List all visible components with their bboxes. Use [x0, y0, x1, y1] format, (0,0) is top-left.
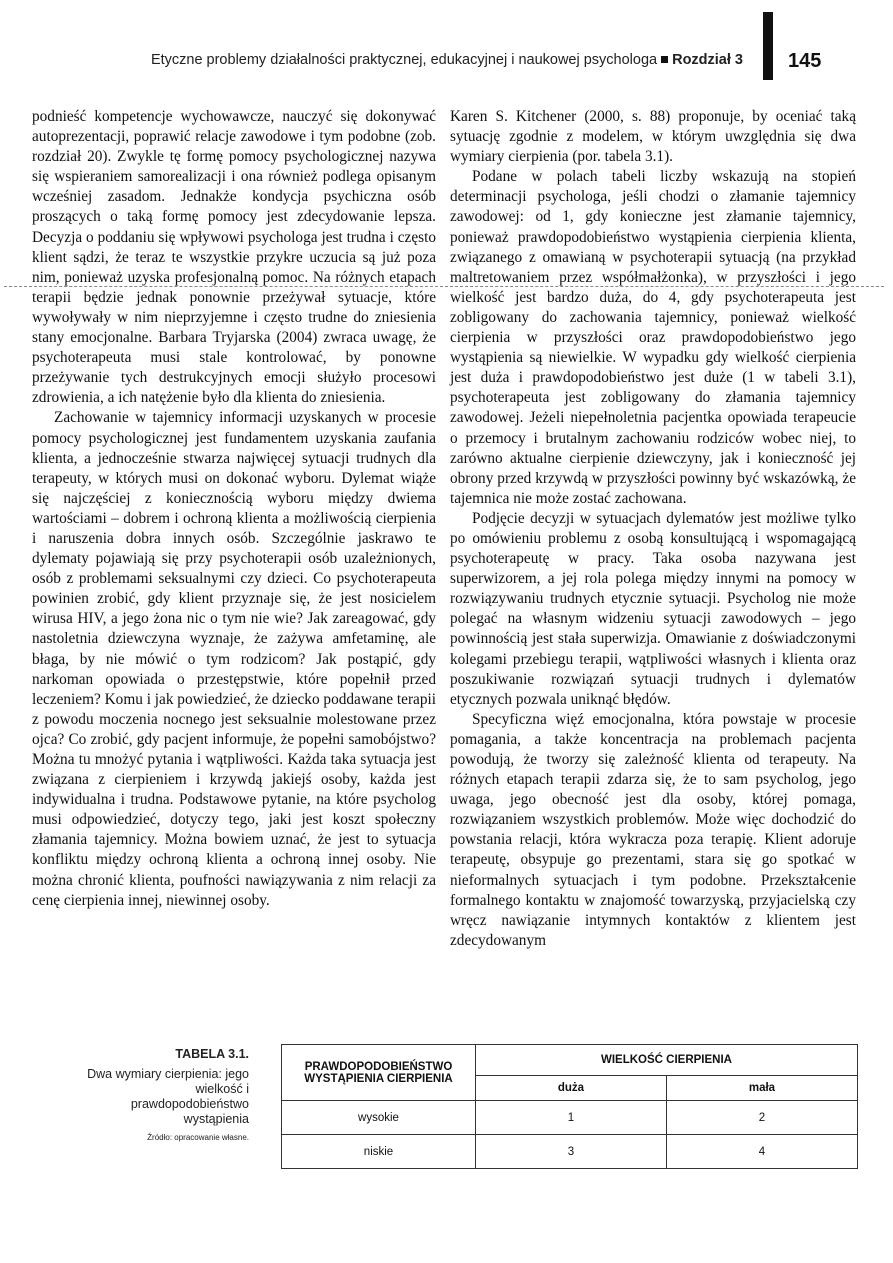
page-number: 145: [788, 50, 822, 72]
paragraph: Zachowanie w tajemnicy informacji uzyskanych w procesie pomocy psychologicznej jest fundamentem uzyskania zaufania klienta, a jednocześnie stwarza najwięcej sytuacji trudnych dla terapeuty, w których musi on dokonać wyboru. Dylemat wiąże się najczęściej z koniecznością wyboru między dwiema wartościami – dobrem i ochroną klienta a możliwością cierpienia i naruszenia dobra innych osób. Szczególnie jaskrawo te dylematy pojawiają się przy psychoterapii osób uzależnionych, osób z problemami seksualnymi czy dzieci. Co psychoterapeuta powinien zrobić, gdy klient przyznaje się, że jest nosicielem wirusa HIV, a jego żona nic o tym nie wie? Jak zareagować, gdy nastoletnia dziewczyna wyznaje, że zażywa amfetaminę, ale błaga, by nie mówić o tym rodzicom? Jak postąpić, gdy narkoman opowiada o przestępstwie, które popełnił przed leczeniem? Komu i jak powiedzieć, że dziecko poddawane terapii z powodu moczenia nocnego jest seksualnie molestowane przez ojca? Co zrobić, gdy pacjent informuje, że popełni samobójstwo? Można tu mnożyć pytania i wątpliwości. Każda taka sytuacja jest związana z cierpieniem i krzywdą jakiejś osoby, każda jest indywidualna i trudna. Podstawowe pytanie, na które psycholog musi odpowiedzieć, dotyczy tego, jaki jest koszt społeczny złamania tajemnicy. Można bowiem uznać, że jest to sytuacja konfliktu między ochroną klienta a ochroną innej osoby. Nie można chronić klienta, poufności nawiązywania z nim relacji za cenę cierpienia innej, niewinnej osoby.: [32, 409, 436, 909]
paragraph: Podjęcie decyzji w sytuacjach dylematów jest możliwe tylko po omówieniu problemu z osobą konsultującą i wspomagającą psychoterapeutę w pracy. Taka osoba nazywana jest superwizorem, a jej rola polega między innymi na pomocy w rozwiązywaniu trudnych etycznie sytuacji. Psycholog nie może polegać na własnym widzeniu sytuacji zawodowych – jego powinnością jest stała superwizja. Omawianie z doświadczonymi kolegami przebiegu terapii, wątpliwości własnych i klienta oraz poszukiwanie rozwiązań sytuacji trudnych i dylematów etycznych pozwala uniknąć błędów.: [450, 509, 856, 708]
table-label: TABELA 3.1.: [175, 1047, 249, 1061]
running-head: [151, 52, 743, 68]
table-row: [282, 1101, 858, 1135]
paragraph: Podane w polach tabeli liczby wskazują na stopień determinacji psychologa, jeśli chodzi o złamanie tajemnicy zawodowej: od 1, gdy konieczne jest złamanie tajemnicy, ponieważ prawdopodobieństwo wystąpienia cierpienia klienta, związanego z omawianą w psychoterapii sytuacją (na przykład maltretowaniem przez współmałżonka), w przyszłości i jego wielkość jest bardzo duża, do 4, gdy psychoterapeuta jest zobligowany do zachowania tajemnicy, ponieważ wielkość cierpienia w przyszłości oraz prawdopodobieństwo jego wystąpienia są niewielkie. W wypadku gdy wielkość cierpienia jest duża i prawdopodobieństwo jest duże (1 w tabeli 3.1), psychoterapeuta jest zobligowany do złamania tajemnicy zawodowej. Jeżeli niepełnoletnia pacjentka opowiada terapeucie o przemocy i brutalnym zachowaniu rodziców wobec niej, to zarówno aktualne cierpienie dziewczyny, jak i konieczność jej obrony przed krzywdą w przyszłości powinny być wskazówką, że tajemnica nie może zostać zachowana.: [450, 168, 856, 507]
table-row: [282, 1135, 858, 1169]
page-tab-bar: [763, 12, 773, 80]
row-label: niskie: [282, 1135, 476, 1169]
page-header: [0, 52, 893, 76]
paragraph: Karen S. Kitchener (2000, s. 88) proponuje, by oceniać taką sytuację zgodnie z modelem, w którym uwzględnia się dwa wymiary cierpienia (por. tabela 3.1).: [450, 108, 856, 166]
table-cell: 2: [666, 1101, 857, 1135]
left-column: [32, 107, 436, 911]
table-cell: 1: [476, 1101, 667, 1135]
column-group-header: WIELKOŚĆ CIERPIENIA: [476, 1045, 858, 1076]
paragraph: podnieść kompetencje wychowawcze, nauczyć się dokonywać autoprezentacji, poprawić relacje zawodowe i tym podobne (zob. rozdział 20). Zwykle tę formę pomocy psychologicznej nazywa się wspieraniem samorealizacji i ona również podlega opisanym wcześniej zasadom. Jednakże kondycja psychiczna osób proszących o taką formę pomocy jest zdecydowanie lepsza. Decyzja o poddaniu się wpływowi psychologa jest trudna i często klient sądzi, że teraz te wszystkie przykre uczucia są już poza nim, ponieważ uzyska profesjonalną pomoc. Na różnych etapach terapii będzie jednak ponownie przeżywał sytuacje, które wywoływały w nim nieprzyjemne i często trudne do zniesienia stany emocjonalne. Barbara Tryjarska (2004) zwraca uwagę, że psychoterapeuta musi stale kontrolować, by ponowne przeżywanie tych destrukcyjnych emocji służyło procesowi zdrowienia, a ich natężenie było dla klienta do zniesienia.: [32, 108, 436, 407]
square-bullet-icon: [661, 56, 668, 63]
chapter-label: Rozdział 3: [672, 52, 743, 68]
running-title: Etyczne problemy działalności praktycznej, edukacyjnej i naukowej psychologa: [150, 52, 658, 68]
table-cell: 3: [476, 1135, 667, 1169]
column-header: duża: [476, 1076, 667, 1101]
table-caption: [85, 1047, 249, 1142]
row-dimension-header: PRAWDOPODOBIEŃSTWO WYSTĄPIENIA CIERPIENIA: [282, 1045, 476, 1101]
right-column: [450, 107, 856, 951]
table-cell: 4: [666, 1135, 857, 1169]
table-description: Dwa wymiary cierpienia: jego wielkość i prawdopodobieństwo wystąpienia: [87, 1067, 249, 1126]
paragraph: Specyficzna więź emocjonalna, która powstaje w procesie pomagania, a także koncentracja na problemach pacjenta powodują, że tworzy się zależność klienta od terapeuty. Na różnych etapach terapii zdarza się, że to sam psycholog, jego uwaga, jego obecność jest dla osoby, której pomaga, rozwiązaniem wszystkich problemów. Może więc dochodzić do powstania relacji, która wykracza poza terapię. Klient adoruje terapeutę, obsypuje go prezentami, stara się go spotkać w nieformalnych sytuacjach i tym podobne. Przekształcenie formalnego kontaktu w znajomość towarzyską, przyjacielską czy wręcz nawiązanie intymnych kontaktów z klientem jest zdecydowanym: [450, 710, 856, 949]
suffering-table: [281, 1044, 858, 1169]
row-label: wysokie: [282, 1101, 476, 1135]
table-source: Źródło: opracowanie własne.: [147, 1133, 249, 1142]
column-header: mała: [666, 1076, 857, 1101]
